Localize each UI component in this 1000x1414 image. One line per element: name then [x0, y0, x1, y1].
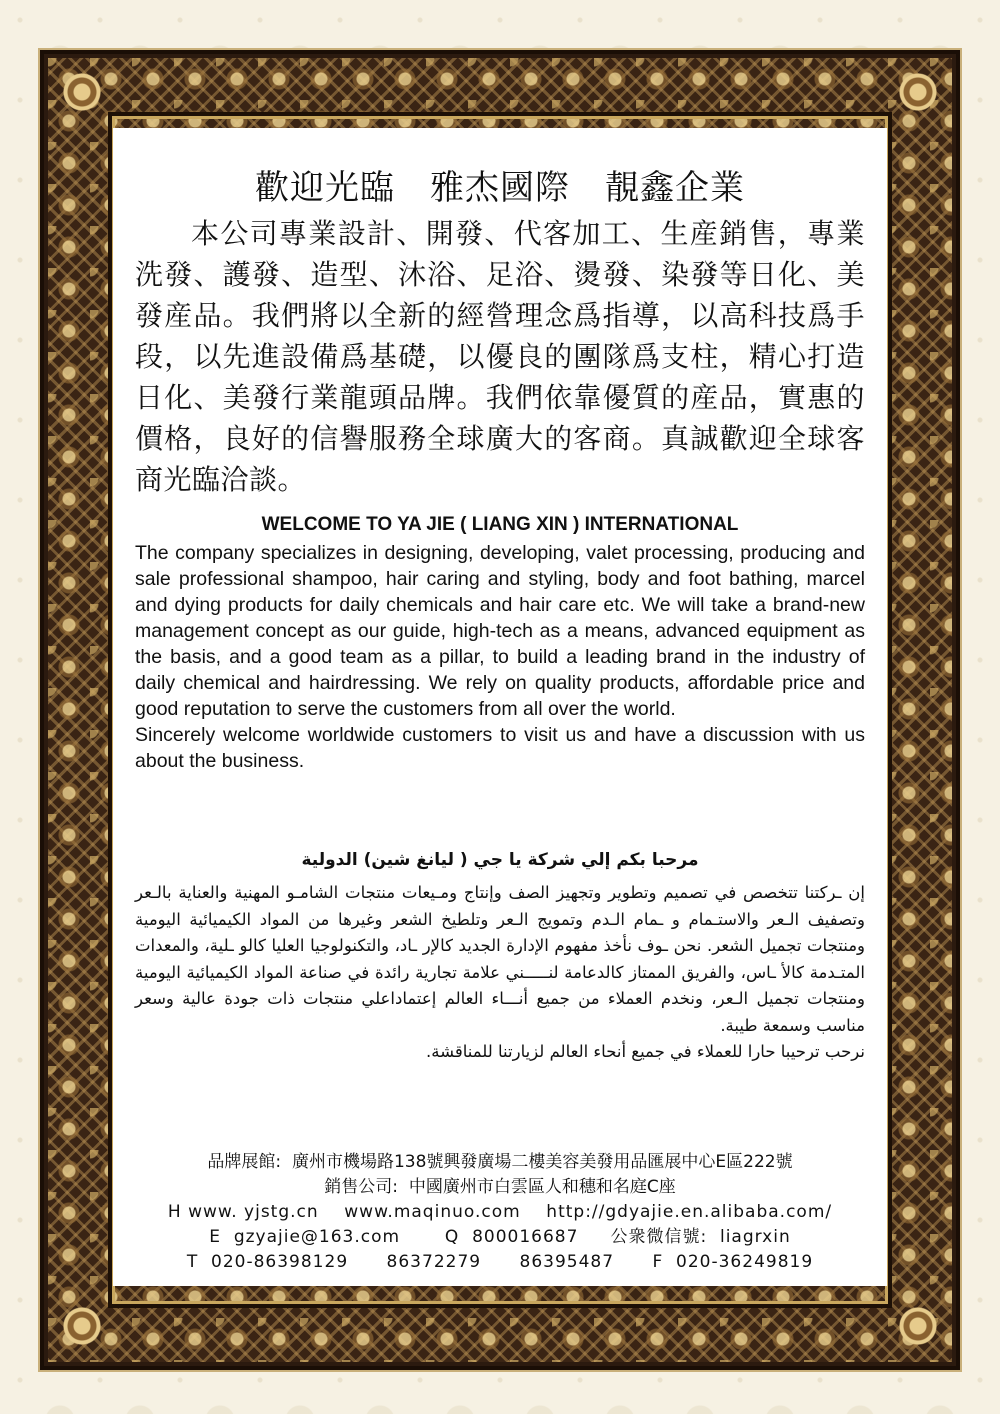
phone-fax-numbers: T 020-86398129 86372279 86395487 F 020-36249819 — [186, 1252, 814, 1272]
page-title: 歡迎光臨 雅杰國際 靚鑫企業 — [255, 168, 745, 208]
arabic-paragraph: إن ـركتنا تتخصص في تصميم وتطوير وتجهيز الصف وإنتاج ومـيعات منتجات الشامـو المهنية والعناية بالـعر وتصفيف الـعر والاستـمام و ـمام الـدم وتمويج الـعر وتلطيخ الشعر وغيرها من المواد الكيميائية اليومية ومنتجات تجميل الشعر. نحن ـوف نأخذ مفهوم الإدارة الجديد كالإر ـاد، والتكنولوجيا العليا كالو ـلية، والمعدات المتـدمة كالأ ـاس، والفريق الممتاز كالدعامة لنـــــني علامة تجارية رائدة في صناعة المواد الكيميائية اليومية ومنتجات تجميل الـعر، ونخدم العملاء من جميع أنـــاء العالم إعتماداعلي منتجات ذات جودة عالية وسعر مناسب وسمعة طيبة. — [135, 883, 865, 1035]
corner-ornament-bottom-right — [888, 1296, 948, 1356]
sales-company-address: 銷售公司: 中國廣州市白雲區人和穗和名庭C座 — [324, 1177, 676, 1197]
english-section — [135, 540, 865, 774]
arabic-paragraph: نرحب ترحيبا حارا للعملاء في جميع أنحاء العالم لزيارتنا للمناقشة. — [426, 1042, 865, 1061]
chinese-intro-paragraph: 本公司專業設計、開發、代客加工、生産銷售，專業洗發、護發、造型、沐浴、足浴、燙發、染發等日化、美發産品。我們將以全新的經營理念爲指導，以高科技爲手段，以先進設備爲基礎，以優良的團隊爲支柱，精心打造日化、美發行業龍頭品牌。我們依靠優質的産品，實惠的價格，良好的信譽服務全球廣大的客商。真誠歡迎全球客商光臨洽談。 — [135, 217, 865, 496]
arabic-heading: مرحبا بكم إلي شركة يا جي ( ليانغ شين) الدولية — [301, 850, 699, 870]
english-heading: WELCOME TO YA JIE ( LIANG XIN ) INTERNATIONAL — [261, 514, 739, 535]
showroom-address: 品牌展館: 廣州市機場路138號興發廣場二樓美容美發用品匯展中心E區222號 — [207, 1152, 793, 1172]
contact-footer — [113, 1150, 887, 1275]
website-links: H www. yjstg.cn www.maqinuo.com http://gdyajie.en.alibaba.com/ — [167, 1202, 833, 1222]
corner-ornament-top-right — [888, 62, 948, 122]
corner-ornament-top-left — [52, 62, 112, 122]
arabic-section — [135, 880, 865, 1066]
english-paragraph: Sincerely welcome worldwide customers to visit us and have a discussion with us about the business. — [135, 724, 865, 772]
content-panel — [113, 128, 887, 1286]
email-qq-wechat: E gzyajie@163.com Q 800016687 公衆微信號: liagrxin — [209, 1227, 791, 1247]
english-paragraph: The company specializes in designing, developing, valet processing, producing and sale professional shampoo, hair caring and styling, body and foot bathing, marcel and dying products for daily chemicals and hair care etc. We will take a brand-new management concept as our guide, high-tech as a means, advanced equipment as the basis, and a good team as a pillar, to build a leading brand in the industry of daily chemical and hairdressing. We rely on quality products, affordable price and good reputation to serve the customers from all over the world. — [135, 542, 865, 720]
corner-ornament-bottom-left — [52, 1296, 112, 1356]
